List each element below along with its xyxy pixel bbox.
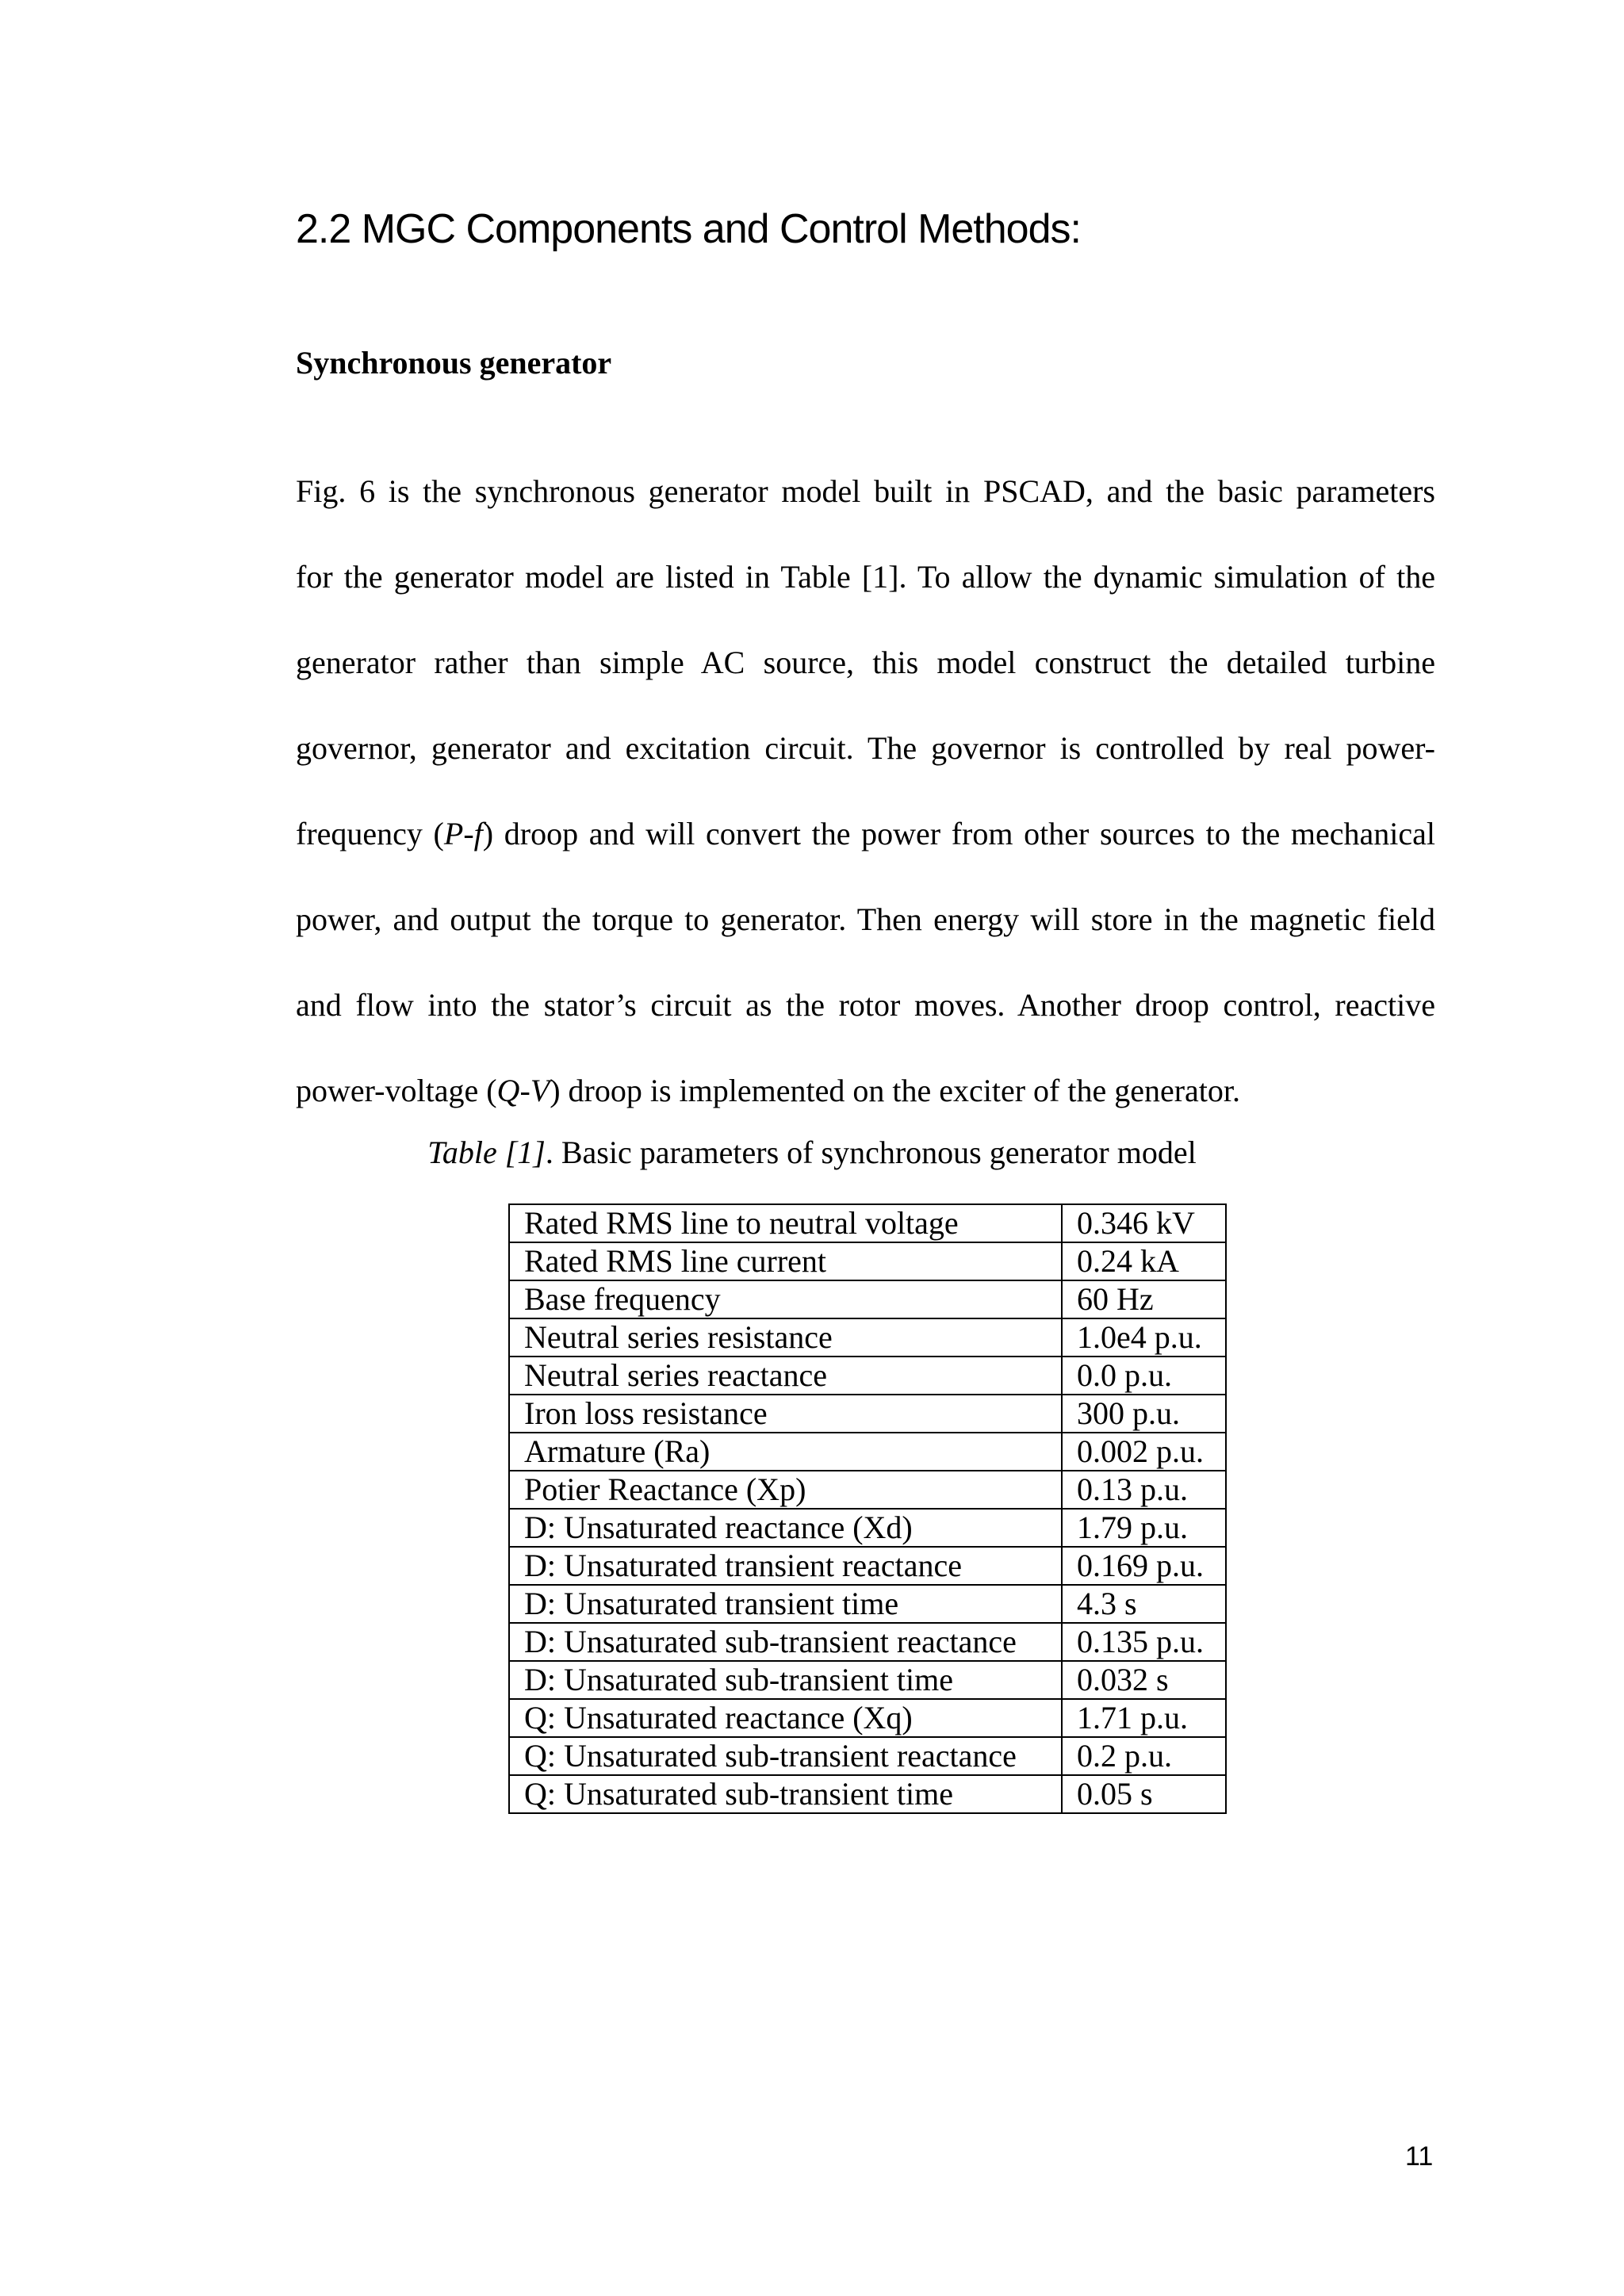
section-title: 2.2 MGC Components and Control Methods:: [296, 206, 1081, 252]
table-row: [509, 1585, 1226, 1623]
parameter-name-cell: D: Unsaturated sub-transient reactance: [509, 1623, 1062, 1661]
table-caption-text: . Basic parameters of synchronous generator model: [545, 1135, 1197, 1170]
parameters-table-body: [509, 1204, 1226, 1813]
parameter-name-cell: Rated RMS line to neutral voltage: [509, 1204, 1062, 1242]
table-row: [509, 1547, 1226, 1585]
parameter-name-cell: D: Unsaturated reactance (Xd): [509, 1509, 1062, 1547]
body-paragraph: [296, 449, 1435, 1134]
parameter-name-cell: Q: Unsaturated sub-transient reactance: [509, 1737, 1062, 1775]
parameter-name-cell: Potier Reactance (Xp): [509, 1471, 1062, 1509]
italic-symbol: f: [473, 816, 483, 851]
parameter-value-cell: 0.135 p.u.: [1062, 1623, 1226, 1661]
text-run: power-voltage (: [296, 1073, 497, 1108]
parameter-name-cell: Armature (Ra): [509, 1433, 1062, 1471]
parameter-value-cell: 1.0e4 p.u.: [1062, 1318, 1226, 1357]
table-row: [509, 1395, 1226, 1433]
parameters-table: [508, 1203, 1227, 1814]
italic-symbol: Q: [496, 1073, 520, 1108]
paragraph-line: [296, 620, 1435, 706]
paragraph-line: [296, 706, 1435, 791]
table-row: [509, 1509, 1226, 1547]
parameter-value-cell: 0.13 p.u.: [1062, 1471, 1226, 1509]
paragraph-line: [296, 534, 1435, 620]
parameter-name-cell: Iron loss resistance: [509, 1395, 1062, 1433]
parameter-name-cell: D: Unsaturated transient time: [509, 1585, 1062, 1623]
parameter-name-cell: D: Unsaturated transient reactance: [509, 1547, 1062, 1585]
table-caption-label: Table [1]: [427, 1135, 546, 1170]
parameter-name-cell: Neutral series resistance: [509, 1318, 1062, 1357]
text-run: ) droop is implemented on the exciter of the generator.: [550, 1073, 1241, 1108]
text-run: -: [463, 816, 474, 851]
parameter-name-cell: Q: Unsaturated sub-transient time: [509, 1775, 1062, 1813]
parameter-value-cell: 0.002 p.u.: [1062, 1433, 1226, 1471]
text-run: Fig. 6 is the synchronous generator model built in PSCAD, and the basic parameters: [296, 473, 1435, 509]
parameter-value-cell: 0.169 p.u.: [1062, 1547, 1226, 1585]
text-run: and flow into the stator’s circuit as the rotor moves. Another droop control, reactive: [296, 987, 1435, 1023]
table-row: [509, 1737, 1226, 1775]
text-run: -: [519, 1073, 530, 1108]
page-number: 11: [1405, 2141, 1434, 2172]
table-row: [509, 1775, 1226, 1813]
table-row: [509, 1623, 1226, 1661]
table-row: [509, 1661, 1226, 1699]
parameter-name-cell: D: Unsaturated sub-transient time: [509, 1661, 1062, 1699]
text-run: governor, generator and excitation circuit. The governor is controlled by real power-: [296, 730, 1435, 766]
table-row: [509, 1357, 1226, 1395]
table-row: [509, 1204, 1226, 1242]
parameter-value-cell: 4.3 s: [1062, 1585, 1226, 1623]
parameter-value-cell: 0.346 kV: [1062, 1204, 1226, 1242]
text-run: ) droop and will convert the power from other sources to the mechanical: [482, 816, 1435, 851]
subsection-title: Synchronous generator: [296, 345, 612, 381]
table-caption: [0, 1134, 1624, 1172]
parameter-name-cell: Q: Unsaturated reactance (Xq): [509, 1699, 1062, 1737]
parameter-name-cell: Base frequency: [509, 1280, 1062, 1318]
parameter-value-cell: 0.05 s: [1062, 1775, 1226, 1813]
table-row: [509, 1471, 1226, 1509]
parameter-value-cell: 0.2 p.u.: [1062, 1737, 1226, 1775]
italic-symbol: P: [443, 816, 464, 851]
text-run: power, and output the torque to generator. Then energy will store in the magnetic field: [296, 901, 1435, 937]
italic-symbol: V: [530, 1073, 550, 1108]
parameter-value-cell: 1.71 p.u.: [1062, 1699, 1226, 1737]
parameter-value-cell: 0.032 s: [1062, 1661, 1226, 1699]
parameter-value-cell: 1.79 p.u.: [1062, 1509, 1226, 1547]
parameter-value-cell: 0.0 p.u.: [1062, 1357, 1226, 1395]
table-row: [509, 1242, 1226, 1280]
table-row: [509, 1699, 1226, 1737]
parameter-value-cell: 300 p.u.: [1062, 1395, 1226, 1433]
parameter-value-cell: 60 Hz: [1062, 1280, 1226, 1318]
paragraph-line: [296, 962, 1435, 1048]
table-row: [509, 1433, 1226, 1471]
paragraph-line: [296, 1048, 1435, 1134]
text-run: frequency (: [296, 816, 444, 851]
parameter-value-cell: 0.24 kA: [1062, 1242, 1226, 1280]
paragraph-line: [296, 791, 1435, 877]
table-row: [509, 1318, 1226, 1357]
paragraph-line: [296, 877, 1435, 962]
parameter-name-cell: Rated RMS line current: [509, 1242, 1062, 1280]
paragraph-line: [296, 449, 1435, 534]
parameter-name-cell: Neutral series reactance: [509, 1357, 1062, 1395]
text-run: for the generator model are listed in Table [1]. To allow the dynamic simulation of the: [296, 559, 1435, 595]
table-row: [509, 1280, 1226, 1318]
text-run: generator rather than simple AC source, this model construct the detailed turbine: [296, 645, 1435, 680]
